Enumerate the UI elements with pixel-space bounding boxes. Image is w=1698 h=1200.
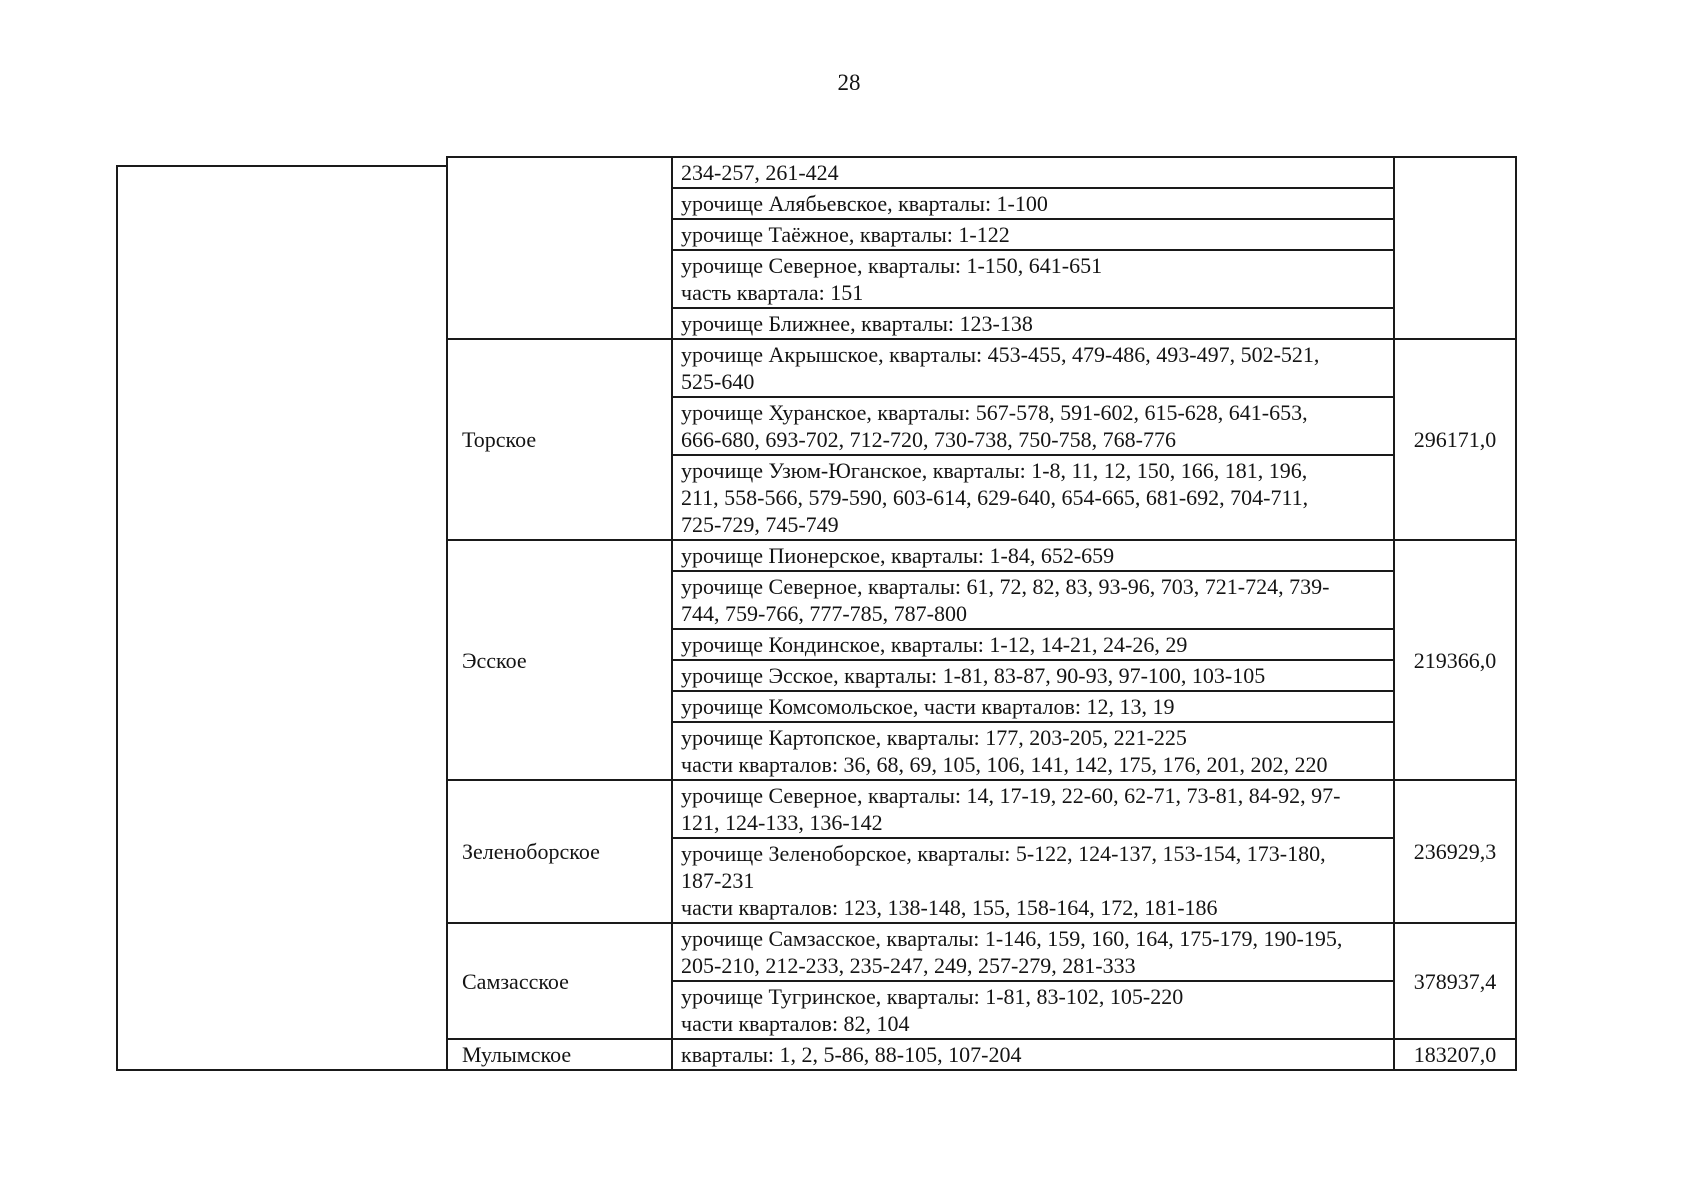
quarters-line: урочище Таёжное, кварталы: 1-122 <box>681 222 1010 247</box>
quarters-line: урочище Пионерское, кварталы: 1-84, 652-659 <box>681 543 1115 568</box>
quarters-line: урочище Узюм-Юганское, кварталы: 1-8, 11, 12, 150, 166, 181, 196, <box>681 458 1308 483</box>
quarters-cell <box>672 339 1394 397</box>
table-row <box>447 540 1516 571</box>
table-row <box>447 923 1516 981</box>
quarters-cell <box>672 397 1394 455</box>
quarters-cell <box>672 1039 1394 1070</box>
table-row <box>447 339 1516 397</box>
quarters-line: урочище Северное, кварталы: 14, 17-19, 22-60, 62-71, 73-81, 84-92, 97- <box>681 783 1341 808</box>
district-cell: Эсское <box>447 540 672 780</box>
quarters-cell <box>672 722 1394 780</box>
quarters-line: урочище Кондинское, кварталы: 1-12, 14-21, 24-26, 29 <box>681 632 1188 657</box>
quarters-line: 211, 558-566, 579-590, 603-614, 629-640, 654-665, 681-692, 704-711, <box>681 485 1309 510</box>
table-row <box>447 157 1516 188</box>
quarters-line: урочище Хуранское, кварталы: 567-578, 591-602, 615-628, 641-653, <box>681 400 1308 425</box>
quarters-line: урочище Зеленоборское, кварталы: 5-122, 124-137, 153-154, 173-180, <box>681 841 1326 866</box>
quarters-line: части кварталов: 82, 104 <box>681 1011 910 1036</box>
quarters-line: часть квартала: 151 <box>681 280 864 305</box>
quarters-line: урочище Эсское, кварталы: 1-81, 83-87, 90-93, 97-100, 103-105 <box>681 663 1266 688</box>
quarters-line: 121, 124-133, 136-142 <box>681 810 883 835</box>
quarters-cell <box>672 780 1394 838</box>
forest-quarters-table <box>446 156 1517 1071</box>
left-empty-column <box>116 165 446 1071</box>
quarters-line: урочище Северное, кварталы: 1-150, 641-651 <box>681 253 1103 278</box>
table-row <box>447 780 1516 838</box>
quarters-cell <box>672 629 1394 660</box>
quarters-cell <box>672 923 1394 981</box>
quarters-cell <box>672 691 1394 722</box>
quarters-cell <box>672 188 1394 219</box>
quarters-cell <box>672 660 1394 691</box>
page-number: 28 <box>837 70 861 95</box>
quarters-line: урочище Алябьевское, кварталы: 1-100 <box>681 191 1048 216</box>
quarters-line: 525-640 <box>681 369 755 394</box>
quarters-cell <box>672 571 1394 629</box>
quarters-line: урочище Северное, кварталы: 61, 72, 82, 83, 93-96, 703, 721-724, 739- <box>681 574 1330 599</box>
quarters-line: 187-231 <box>681 868 755 893</box>
quarters-line: урочище Ближнее, кварталы: 123-138 <box>681 311 1033 336</box>
quarters-line: урочище Самзасское, кварталы: 1-146, 159, 160, 164, 175-179, 190-195, <box>681 926 1343 951</box>
quarters-line: урочище Акрышское, кварталы: 453-455, 479-486, 493-497, 502-521, <box>681 342 1320 367</box>
quarters-line: 205-210, 212-233, 235-247, 249, 257-279, 281-333 <box>681 953 1136 978</box>
district-cell: Торское <box>447 339 672 540</box>
district-cell: Мулымское <box>447 1039 672 1070</box>
quarters-line: 666-680, 693-702, 712-720, 730-738, 750-758, 768-776 <box>681 427 1176 452</box>
area-cell <box>1394 157 1516 339</box>
area-cell: 219366,0 <box>1394 540 1516 780</box>
quarters-cell <box>672 250 1394 308</box>
quarters-cell <box>672 540 1394 571</box>
quarters-cell <box>672 219 1394 250</box>
quarters-line: урочище Тугринское, кварталы: 1-81, 83-102, 105-220 <box>681 984 1184 1009</box>
quarters-cell <box>672 981 1394 1039</box>
area-cell: 183207,0 <box>1394 1039 1516 1070</box>
quarters-line: кварталы: 1, 2, 5-86, 88-105, 107-204 <box>681 1042 1022 1067</box>
quarters-line: части кварталов: 123, 138-148, 155, 158-164, 172, 181-186 <box>681 895 1218 920</box>
area-cell: 236929,3 <box>1394 780 1516 923</box>
quarters-line: 234-257, 261-424 <box>681 160 839 185</box>
quarters-line: 744, 759-766, 777-785, 787-800 <box>681 601 967 626</box>
quarters-cell <box>672 157 1394 188</box>
quarters-cell <box>672 455 1394 540</box>
quarters-cell <box>672 308 1394 339</box>
quarters-line: урочище Комсомольское, части кварталов: 12, 13, 19 <box>681 694 1175 719</box>
district-cell: Самзасское <box>447 923 672 1039</box>
district-cell: Зеленоборское <box>447 780 672 923</box>
quarters-line: 725-729, 745-749 <box>681 512 839 537</box>
table-row <box>447 1039 1516 1070</box>
district-cell <box>447 157 672 339</box>
area-cell: 378937,4 <box>1394 923 1516 1039</box>
quarters-line: части кварталов: 36, 68, 69, 105, 106, 141, 142, 175, 176, 201, 202, 220 <box>681 752 1328 777</box>
area-cell: 296171,0 <box>1394 339 1516 540</box>
quarters-cell <box>672 838 1394 923</box>
quarters-line: урочище Картопское, кварталы: 177, 203-205, 221-225 <box>681 725 1187 750</box>
